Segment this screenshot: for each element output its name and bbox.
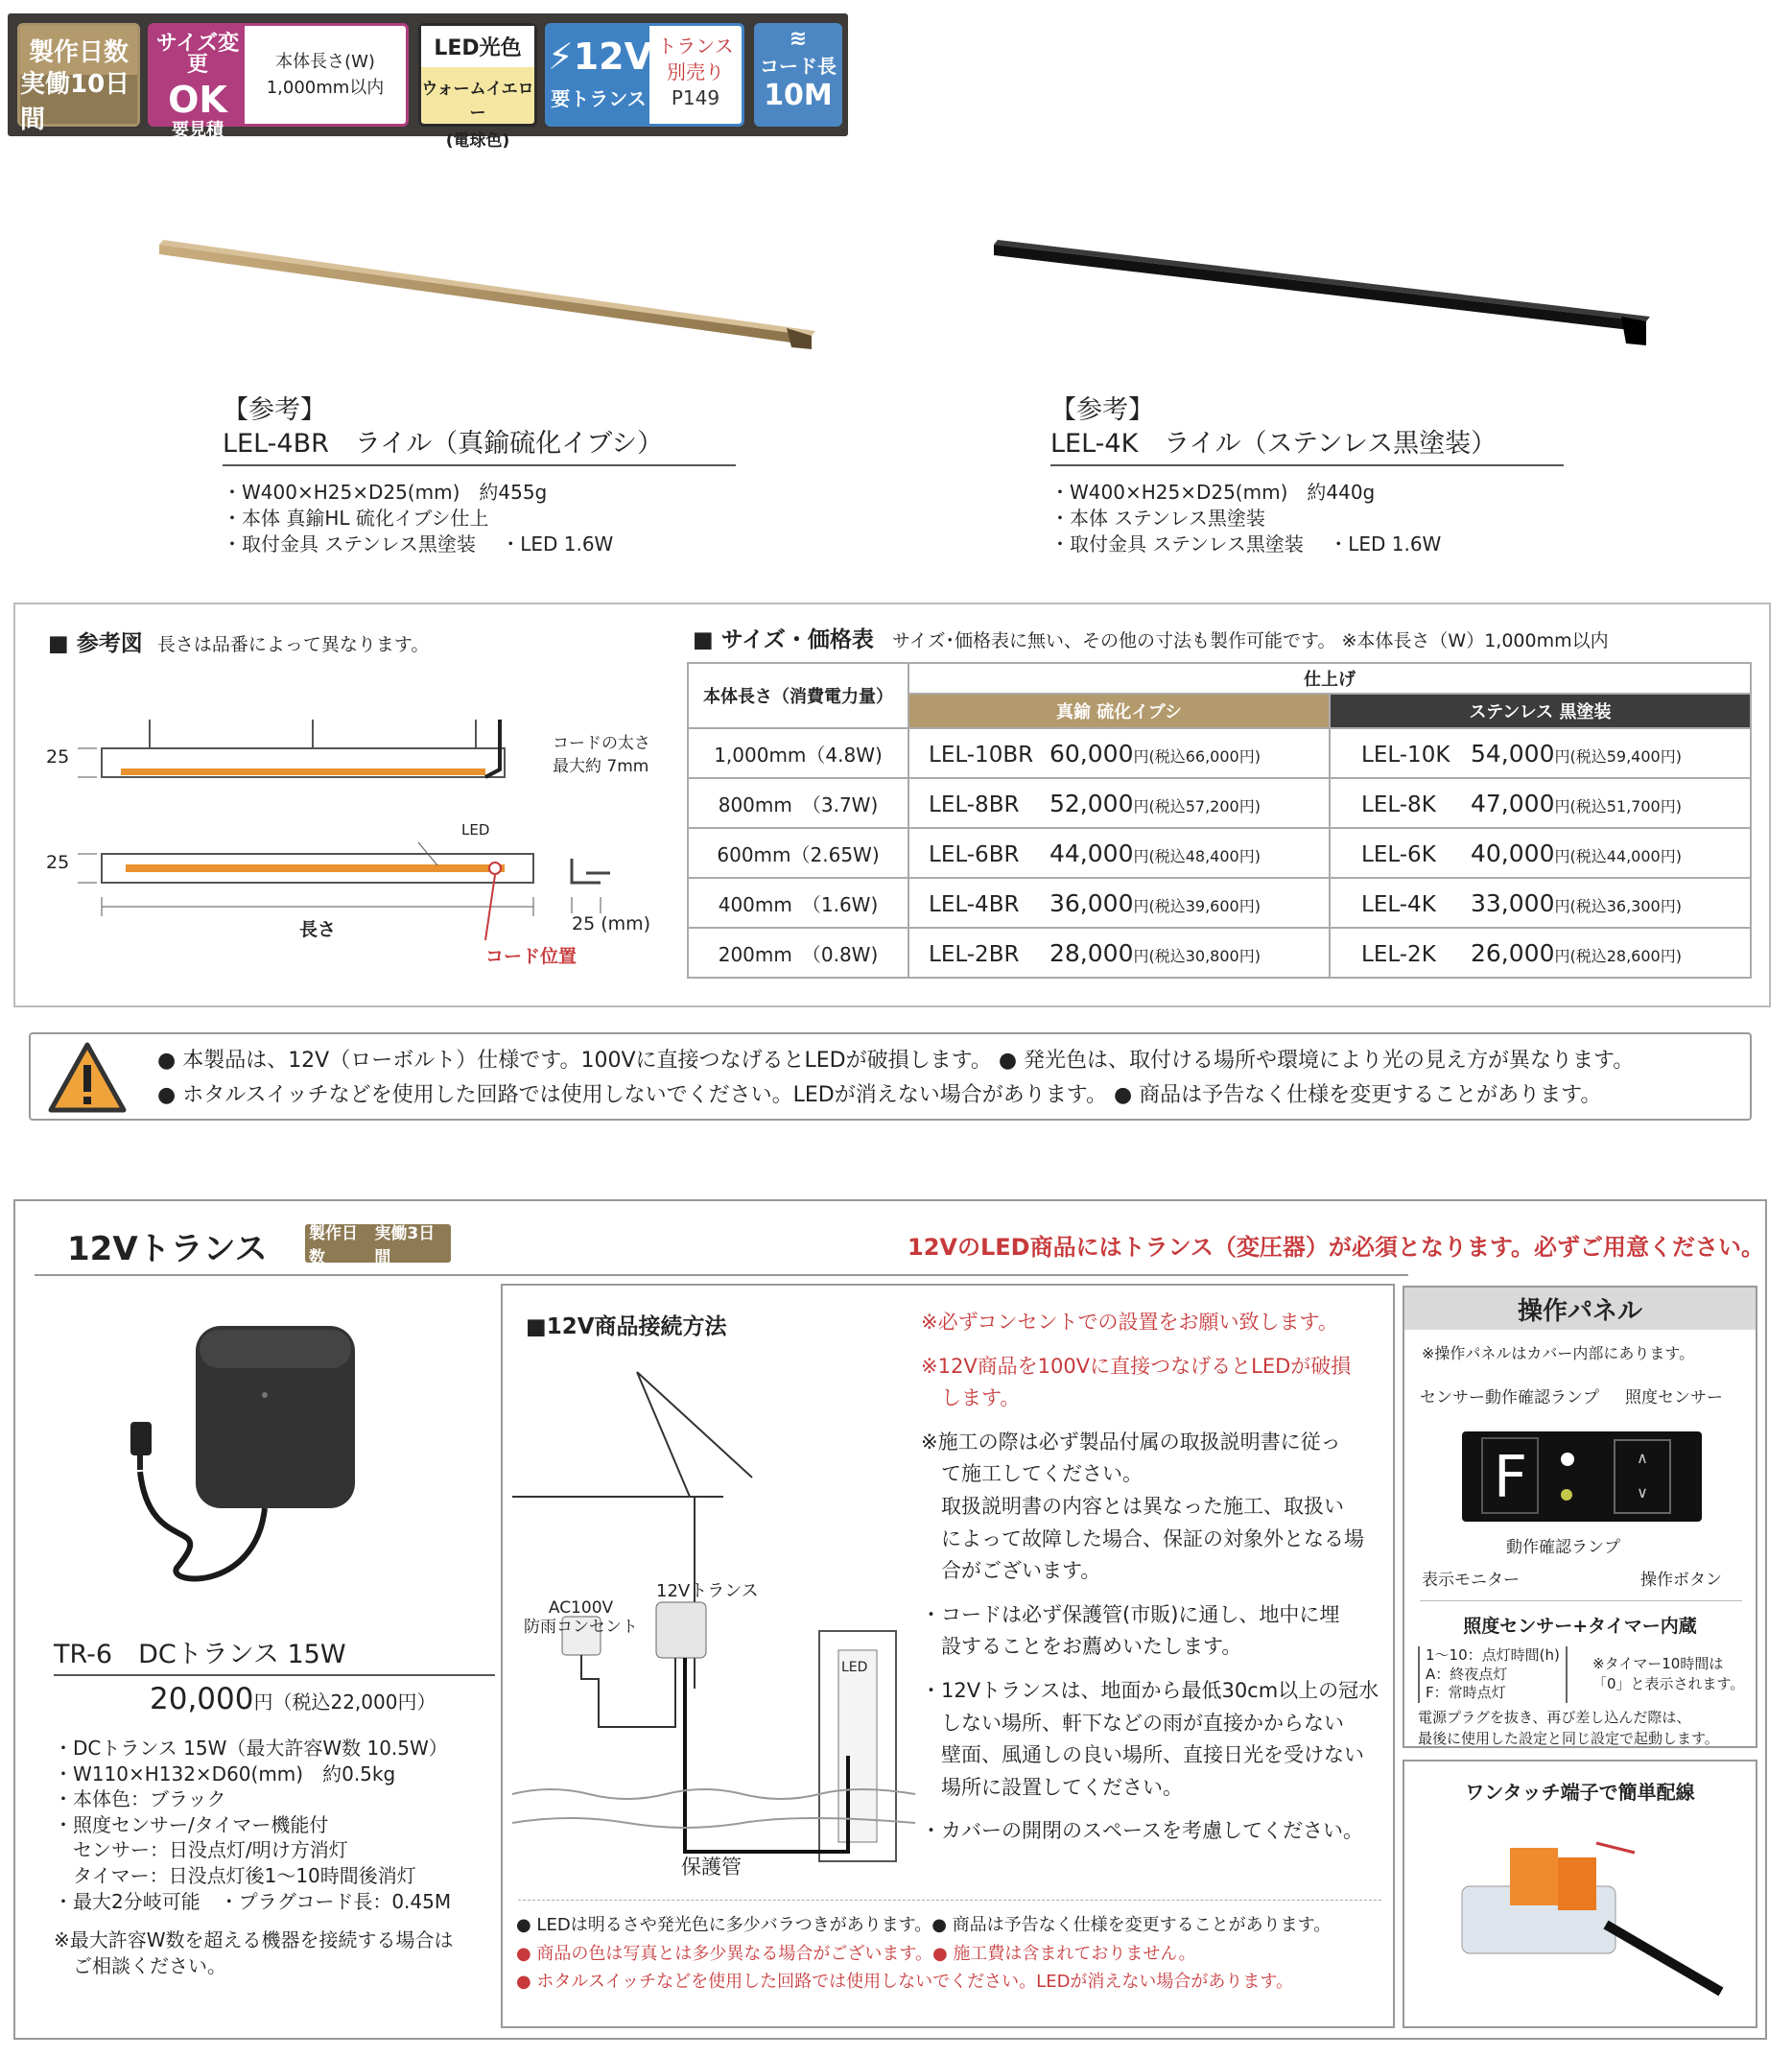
row-tax-br: 円(税込57,200円) (1133, 796, 1261, 816)
caution: ・カバーの開閉のスペースを考慮してください。 (921, 1819, 1363, 1843)
row-model-br: LEL-2BR (929, 941, 1020, 967)
caution: によって故障した場合、保証の対象外となる場 (921, 1526, 1364, 1550)
caution: 設することをお薦めいたします。 (921, 1635, 1242, 1659)
row-model-br: LEL-10BR (929, 742, 1034, 768)
badge-size-r1: 本体長さ(W) (275, 52, 375, 72)
row-model-br: LEL-8BR (929, 792, 1020, 817)
transformer-note: ※最大許容W数を超える機器を接続する場合は (54, 1928, 454, 1952)
one-touch-terminal-box (1403, 1760, 1757, 2028)
badge-volt-r2: 別売り (667, 60, 724, 83)
row-tax-k: 円(税込36,300円) (1554, 896, 1682, 915)
product-tag: 【参考】 (1050, 395, 1154, 425)
caution: て施工してください。 (921, 1462, 1143, 1486)
voltage-badge (545, 23, 744, 127)
chevron-up-icon: ∧ (1637, 1449, 1648, 1467)
product-tag: 【参考】 (223, 395, 326, 425)
product-caption-k (1050, 393, 1564, 557)
product-image-black (988, 240, 1660, 374)
row-price-br: 60,000 (1049, 739, 1134, 768)
operation-lamp-icon (1561, 1489, 1572, 1501)
footnote-red: ● 商品の色は写真とは多少異なる場合がございます。● 施工費は含まれておりません。 (516, 1943, 1196, 1964)
row-price-br: 36,000 (1049, 888, 1134, 917)
legend-hours: 1〜10：点灯時間(h) (1426, 1646, 1560, 1664)
row-tax-br: 円(税込66,000円) (1133, 746, 1261, 766)
one-touch-title: ワンタッチ端子で簡単配線 (1465, 1781, 1695, 1804)
row-price-k: 40,000 (1471, 839, 1555, 867)
dim-height-front: 25 (46, 852, 70, 873)
col-header-brass: 真鍮 硫化イブシ (908, 694, 1330, 728)
diagram-led-label: LED (841, 1660, 868, 1675)
product-spec: ・W400×H25×D25(mm) 約455g (223, 481, 548, 505)
row-model-k: LEL-8K (1361, 792, 1436, 817)
reference-title: ■ 参考図 (48, 631, 143, 656)
transformer-note: ご相談ください。 (54, 1954, 226, 1978)
panel-footnote: 電源プラグを抜き、再び差し込んだ際は、 (1418, 1709, 1691, 1726)
label-sensor-lamp: センサー動作確認ランプ (1420, 1388, 1599, 1407)
product-title: LEL-4K ライル（ステンレス黒塗装） (1050, 429, 1497, 460)
badge-led-l1: LED光色 (421, 26, 534, 67)
row-price-br: 52,000 (1049, 789, 1134, 817)
warning-icon (48, 1042, 127, 1113)
col-header-finish: 仕上げ (908, 663, 1751, 694)
badge-led-l2: ウォームイエロー (421, 80, 534, 123)
table-row (688, 828, 1751, 878)
badge-volt-sub: 要トランス (551, 87, 647, 110)
product-spec: ・本体 ステンレス黒塗装 (1050, 507, 1265, 531)
caution-red: します。 (921, 1386, 1021, 1410)
row-length: 200mm （0.8W) (688, 928, 908, 978)
control-panel-box (1403, 1286, 1757, 1748)
badge-led-l3: (電球色) (445, 131, 510, 151)
panel-footnote: 最後に使用した設定と同じ設定で起動します。 (1418, 1729, 1719, 1747)
col-header-black: ステンレス 黒塗装 (1330, 694, 1751, 728)
cord-length-badge (754, 23, 842, 127)
transformer-notice: 12VのLED商品にはトランス（変圧器）が必須となります。必ずご用意ください。 (908, 1234, 1764, 1261)
row-price-k: 33,000 (1471, 888, 1555, 917)
badge-volt-main: 12V (573, 35, 652, 78)
row-tax-k: 円(税込44,000円) (1554, 846, 1682, 865)
chevron-down-icon: ∨ (1637, 1483, 1648, 1501)
badge-tr-top: 製作日数 (309, 1224, 358, 1267)
cable-icon: ≋ (789, 27, 808, 51)
row-model-k: LEL-6K (1361, 841, 1436, 867)
badge-production-top: 製作日数 (28, 38, 129, 67)
cord-thickness-label: コードの太さ (553, 734, 650, 753)
caution: 合がございます。 (921, 1559, 1101, 1583)
row-tax-br: 円(税込39,600円) (1133, 896, 1261, 915)
transformer-price: 20,000 (150, 1682, 254, 1716)
caution: しない場所、軒下などの雨が直接かからない (921, 1711, 1344, 1735)
label-lux-sensor: 照度センサー (1625, 1388, 1723, 1407)
badge-volt-r1: トランス (657, 35, 734, 58)
label-operation-lamp: 動作確認ランプ (1506, 1538, 1620, 1557)
panel-subtitle: 照度センサー+タイマー内蔵 (1463, 1616, 1697, 1637)
row-model-k: LEL-10K (1361, 742, 1450, 768)
label-display-monitor: 表示モニター (1422, 1571, 1520, 1590)
caution: ・12Vトランスは、地面から最低30cm以上の冠水 (921, 1678, 1379, 1702)
dim-height-top: 25 (46, 746, 70, 768)
protective-pipe-label: 保護管 (681, 1856, 742, 1879)
row-tax-k: 円(税込59,400円) (1554, 746, 1682, 766)
outlet-label: 防雨コンセント (524, 1618, 638, 1638)
row-price-k: 47,000 (1471, 789, 1555, 817)
row-price-k: 54,000 (1471, 739, 1555, 768)
ac100v-label: AC100V (548, 1598, 614, 1618)
caution: 場所に設置してください。 (921, 1775, 1183, 1799)
sensor-lamp-icon (1561, 1453, 1574, 1466)
connection-method-box (501, 1284, 1395, 2028)
warning-box (29, 1032, 1752, 1121)
display-monitor: F (1481, 1437, 1539, 1514)
cord-position-label: コード位置 (485, 946, 578, 967)
transformer-spec: センサー：日没点灯/明け方消灯 (54, 1838, 348, 1862)
row-length: 600mm（2.65W) (688, 828, 908, 878)
terminal-image (1452, 1819, 1731, 2011)
transformer-spec: ・本体色：ブラック (54, 1787, 226, 1811)
badge-production-bottom: 実働10日間 (20, 75, 137, 124)
led-label: LED (461, 821, 490, 839)
row-length: 800mm （3.7W) (688, 778, 908, 828)
badge-size-r2: 1,000mm以内 (266, 78, 385, 98)
transformer-spec: ・DCトランス 15W（最大許容W数 10.5W） (54, 1737, 448, 1760)
badge-size-l1: サイズ変更 (155, 32, 240, 77)
badge-size-l2: OK (168, 79, 227, 121)
size-change-badge (148, 23, 409, 140)
row-tax-br: 円(税込30,800円) (1133, 946, 1261, 965)
cord-thickness-value: 最大約 7mm (553, 756, 649, 776)
row-tax-k: 円(税込28,600円) (1554, 946, 1682, 965)
lightning-icon: ⚡ (548, 35, 574, 78)
label-operation-button: 操作ボタン (1640, 1571, 1722, 1590)
row-price-k: 26,000 (1471, 938, 1555, 967)
transformer-model: TR-6 DCトランス 15W (54, 1640, 346, 1669)
table-row (688, 728, 1751, 778)
badge-size-l3: 要見積 (172, 120, 224, 140)
reference-drawing (35, 700, 677, 988)
transformer-tax: 円（税込22,000円） (253, 1691, 436, 1714)
row-tax-br: 円(税込48,400円) (1133, 846, 1261, 865)
product-caption-br (223, 393, 736, 557)
connection-title: ■12V商品接続方法 (526, 1314, 727, 1339)
legend-note: ※タイマー10時間は (1592, 1655, 1724, 1672)
badge-volt-r3: P149 (671, 86, 720, 109)
dim-depth: 25 (mm) (572, 913, 651, 934)
legend-f: F：常時点灯 (1426, 1684, 1506, 1701)
transformer-spec: ・最大2分岐可能 ・プラグコード長：0.45M (54, 1889, 452, 1913)
transformer-spec: ・W110×H132×D60(mm) 約0.5kg (54, 1761, 396, 1785)
caution: 取扱説明書の内容とは異なった施工、取扱い (921, 1494, 1344, 1518)
reference-note: 長さは品番によって異なります。 (156, 634, 430, 655)
table-row (688, 878, 1751, 928)
badge-cord-l2: 10M (764, 79, 833, 112)
legend-a: A：終夜点灯 (1426, 1665, 1508, 1683)
product-spec: ・取付金具 ステンレス黒塗装 ・LED 1.6W (223, 532, 614, 556)
product-spec: ・取付金具 ステンレス黒塗装 ・LED 1.6W (1050, 532, 1442, 556)
transformer-title: 12Vトランス (67, 1230, 268, 1268)
badge-cord-l1: コード長 (760, 55, 837, 78)
transformer-product-image (121, 1307, 380, 1595)
product-title: LEL-4BR ライル（真鍮硫化イブシ） (223, 429, 664, 460)
caution-red: ※12V商品を100Vに直接つなげるとLEDが破損 (921, 1354, 1352, 1378)
operation-button[interactable] (1614, 1439, 1671, 1514)
product-image-brass (153, 240, 825, 374)
panel-device (1462, 1431, 1702, 1522)
table-row (688, 778, 1751, 828)
product-spec: ・本体 真鍮HL 硫化イブシ仕上 (223, 507, 489, 531)
transformer-section (13, 1199, 1767, 2040)
col-header-length: 本体長さ（消費電力量） (688, 663, 908, 728)
row-model-k: LEL-4K (1361, 891, 1436, 917)
legend-note: 「0」と表示されます。 (1592, 1675, 1745, 1692)
row-tax-k: 円(税込51,700円) (1554, 796, 1682, 816)
length-label: 長さ (299, 919, 337, 940)
led-color-badge (418, 23, 537, 151)
panel-note: ※操作パネルはカバー内部にあります。 (1422, 1344, 1695, 1362)
row-price-br: 44,000 (1049, 839, 1134, 867)
row-model-br: LEL-6BR (929, 841, 1020, 867)
badge-tr-bottom: 実働3日間 (374, 1224, 436, 1267)
price-table (687, 662, 1752, 979)
row-model-br: LEL-4BR (929, 891, 1020, 917)
production-days-badge (17, 23, 140, 134)
caution: 壁面、風通しの良い場所、直接日光を受けない (921, 1743, 1364, 1767)
transformer-spec: タイマー：日没点灯後1〜10時間後消灯 (54, 1863, 416, 1887)
footnote-red: ● ホタルスイッチなどを使用した回路では使用しないでください。LEDが消えない場合があります。 (516, 1972, 1293, 1993)
price-table-note: サイズ･価格表に無い、その他の寸法も製作可能です。 ※本体長さ（W）1,000mm以内 (892, 630, 1609, 651)
warning-line: ● ホタルスイッチなどを使用した回路では使用しないでください。LEDが消えない場合があります。 ● 商品は予告なく仕様を変更することがあります。 (157, 1083, 1602, 1107)
row-length: 1,000mm（4.8W) (688, 728, 908, 778)
table-row (688, 928, 1751, 978)
caution: ・コードは必ず保護管(市販)に通し、地中に埋 (921, 1602, 1340, 1626)
product-spec: ・W400×H25×D25(mm) 約440g (1050, 481, 1376, 505)
price-table-title: ■ サイズ・価格表 (693, 627, 874, 652)
caution: ※施工の際は必ず製品付属の取扱説明書に従っ (921, 1430, 1341, 1454)
transformer-production-badge (305, 1224, 451, 1267)
warning-line: ● 本製品は、12V（ローボルト）仕様です。100Vに直接つなげるとLEDが破損します。 ● 発光色は、取付ける場所や環境により光の見え方が異なります。 (157, 1049, 1635, 1073)
caution-red: ※必ずコンセントでの設置をお願い致します。 (921, 1311, 1338, 1334)
row-length: 400mm （1.6W) (688, 878, 908, 928)
connection-diagram (512, 1372, 915, 1880)
row-model-k: LEL-2K (1361, 941, 1436, 967)
row-price-br: 28,000 (1049, 938, 1134, 967)
transformer-spec: ・照度センサー/タイマー機能付 (54, 1812, 329, 1836)
reference-and-price-panel (13, 603, 1771, 1007)
spec-badge-strip (8, 13, 848, 151)
panel-title: 操作パネル (1404, 1288, 1756, 1330)
footnote: ● LEDは明るさや発光色に多少バラつきがあります。● 商品は予告なく仕様を変更することがあります。 (516, 1915, 1332, 1935)
diagram-transformer-label: 12Vトランス (656, 1581, 759, 1601)
